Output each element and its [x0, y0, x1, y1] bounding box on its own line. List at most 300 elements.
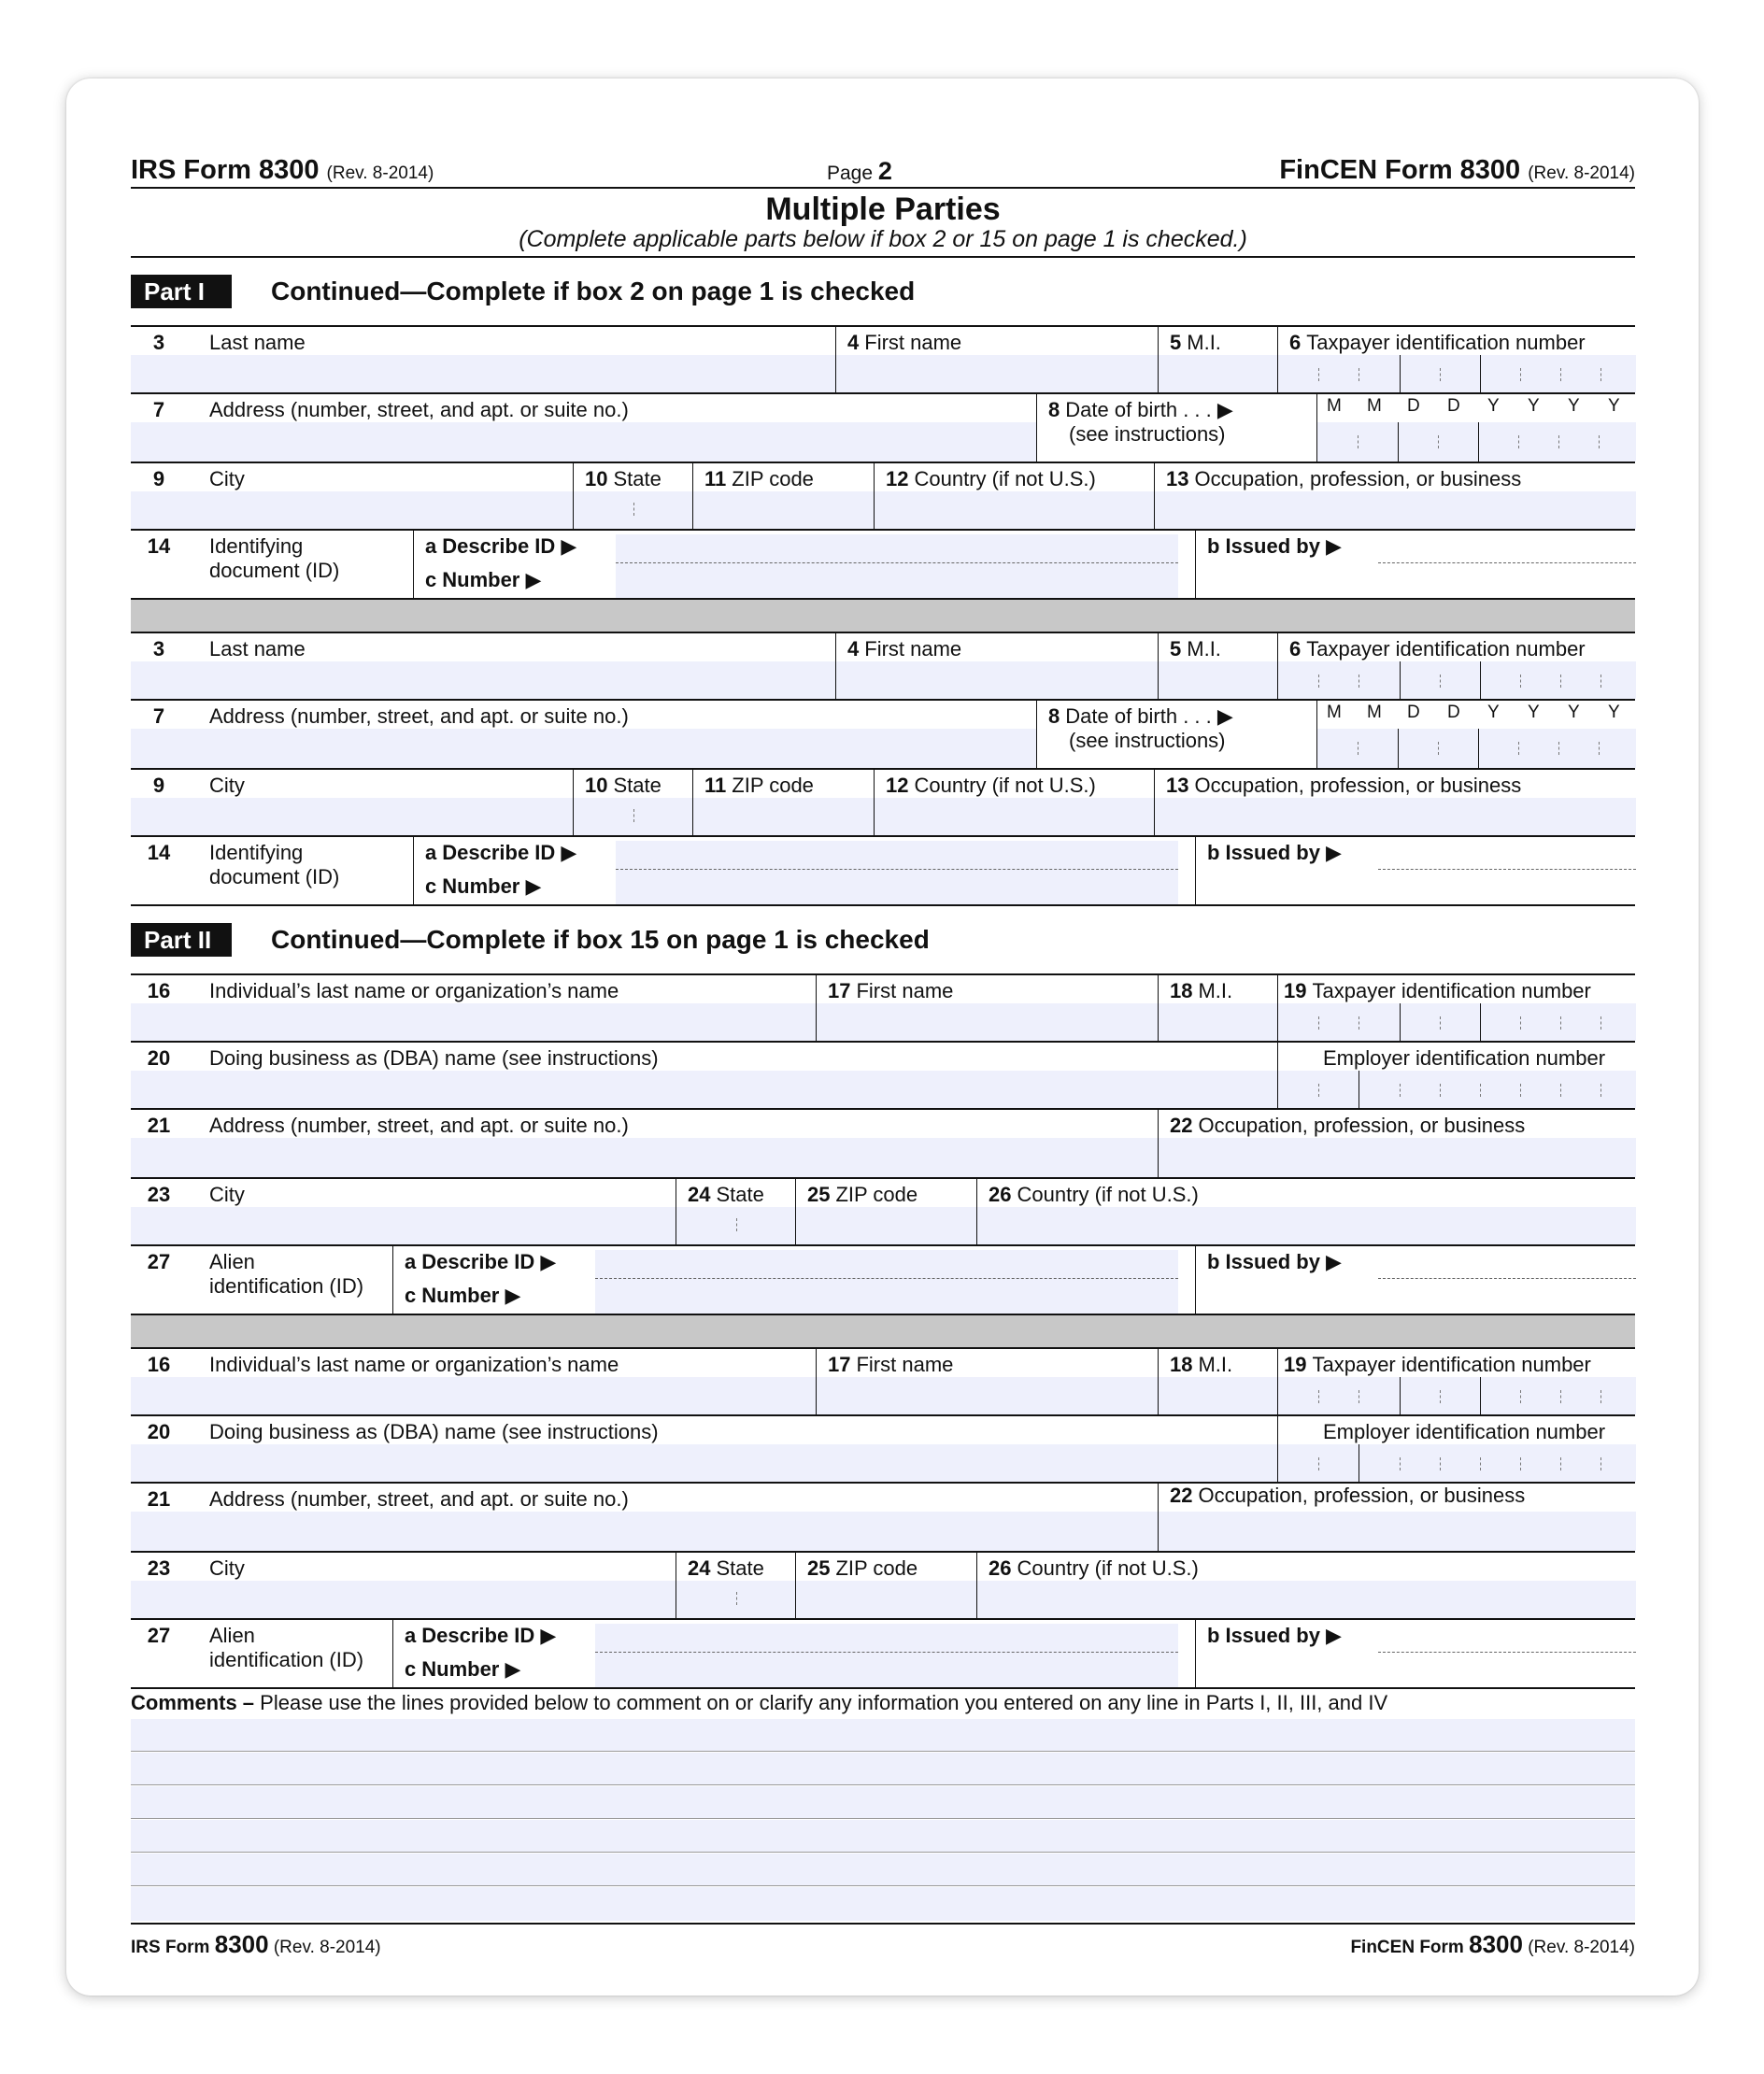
describe-id-label: Describe ID ▶ — [442, 534, 577, 558]
num-4: 4 — [847, 331, 860, 354]
issued-by-cell — [1195, 837, 1636, 904]
zip-label: ZIP code — [732, 467, 814, 490]
page-title: Multiple Parties — [765, 192, 1001, 227]
num-24: 24 — [688, 1183, 711, 1206]
dob-letter: Y — [1528, 703, 1540, 722]
footer-right-rev: (Rev. 8-2014) — [1528, 1938, 1635, 1957]
first-name-label: First name — [864, 331, 962, 354]
letter-a: a — [425, 534, 437, 558]
p2b-row-dba — [131, 1416, 1635, 1484]
p1b-row-id — [131, 837, 1635, 906]
state-input[interactable] — [676, 1581, 796, 1618]
p1b-row-names — [131, 633, 1635, 701]
number-label: Number ▶ — [442, 874, 542, 898]
comment-line[interactable] — [131, 1786, 1635, 1819]
id-doc-cell — [131, 531, 413, 598]
num-25: 25 — [807, 1183, 831, 1206]
number-label: Number ▶ — [442, 568, 542, 591]
comment-line[interactable] — [131, 1820, 1635, 1853]
city-label: City — [209, 774, 245, 797]
num-14: 14 — [147, 534, 171, 558]
address-input[interactable] — [131, 1138, 1158, 1177]
num-19: 19 — [1284, 1353, 1307, 1376]
tin-label: Taxpayer identification number — [1312, 1353, 1591, 1376]
id-doc-label: Identifying — [209, 841, 304, 864]
country-cell — [976, 1179, 1636, 1244]
dob-input[interactable] — [1317, 422, 1636, 462]
tin-label: Taxpayer identification number — [1306, 331, 1586, 354]
first-name-input[interactable] — [817, 1003, 1159, 1041]
state-input[interactable] — [574, 798, 693, 835]
mi-input[interactable] — [1159, 1377, 1278, 1414]
zip-label: ZIP code — [835, 1556, 918, 1580]
num-8: 8 — [1048, 398, 1060, 421]
num-21: 21 — [147, 1487, 171, 1511]
org-name-input[interactable] — [131, 1377, 816, 1414]
issued-by-input[interactable] — [1378, 1652, 1636, 1653]
footer-left — [131, 1930, 381, 1959]
num-16: 16 — [147, 1353, 171, 1376]
country-input[interactable] — [977, 1207, 1636, 1244]
comment-line[interactable] — [131, 1854, 1635, 1886]
first-name-input[interactable] — [836, 661, 1159, 699]
page-subtitle: (Complete applicable parts below if box 2 or 15 on page 1 is checked.) — [131, 226, 1635, 258]
occupation-input[interactable] — [1159, 1512, 1636, 1551]
address-input[interactable] — [131, 1512, 1158, 1551]
mi-label: M.I. — [1198, 1353, 1233, 1376]
alien-id-cell — [131, 1246, 392, 1314]
p2-row-city — [131, 1179, 1635, 1246]
num-20: 20 — [147, 1420, 171, 1443]
first-name-label: First name — [856, 979, 954, 1002]
country-cell — [874, 770, 1155, 835]
state-input[interactable] — [574, 491, 693, 529]
address-label: Address (number, street, and apt. or suite no.) — [209, 1487, 629, 1511]
form-page — [131, 149, 1635, 1958]
describe-id-input[interactable] — [616, 841, 1178, 904]
country-label: Country (if not U.S.) — [914, 467, 1096, 490]
num-16: 16 — [147, 979, 171, 1002]
org-name-label: Individual’s last name or organization’s name — [209, 1353, 619, 1376]
zip-label: ZIP code — [835, 1183, 918, 1206]
letter-a: a — [405, 1624, 417, 1647]
city-label: City — [209, 1183, 245, 1206]
mi-label: M.I. — [1187, 331, 1221, 354]
mi-cell — [1158, 975, 1278, 1041]
country-label: Country (if not U.S.) — [1017, 1556, 1199, 1580]
p2b-row-names — [131, 1349, 1635, 1416]
address-cell — [131, 1110, 1158, 1177]
p1b-row-city — [131, 770, 1635, 837]
num-4: 4 — [847, 637, 860, 661]
country-input[interactable] — [875, 491, 1155, 529]
num-11: 11 — [704, 774, 727, 797]
mi-cell — [1158, 1349, 1278, 1414]
alien-id-label: Alien — [209, 1250, 255, 1273]
occupation-cell — [1158, 1110, 1636, 1177]
state-label: State — [716, 1183, 764, 1206]
num-12: 12 — [886, 774, 909, 797]
header-left-rev: (Rev. 8-2014) — [326, 163, 434, 183]
zip-input[interactable] — [693, 491, 875, 529]
dob-letter: D — [1447, 396, 1460, 416]
num-23: 23 — [147, 1183, 171, 1206]
id-describe-cell — [413, 531, 1326, 598]
num-12: 12 — [886, 467, 909, 490]
part1-header — [131, 258, 1635, 327]
dob-letter: Y — [1528, 396, 1540, 416]
address-label: Address (number, street, and apt. or suite no.) — [209, 398, 629, 421]
first-name-cell — [835, 633, 1159, 699]
issued-by-input[interactable] — [1378, 869, 1636, 870]
p2b-row-city — [131, 1553, 1635, 1620]
letter-b: b — [1207, 534, 1220, 558]
city-cell — [131, 463, 573, 529]
alien-id-label-2: identification (ID) — [209, 1648, 364, 1671]
num-25: 25 — [807, 1556, 831, 1580]
num-6: 6 — [1289, 331, 1302, 354]
tin-cell — [1277, 327, 1636, 392]
page-footer — [131, 1925, 1635, 1958]
num-26: 26 — [989, 1556, 1012, 1580]
country-input[interactable] — [875, 798, 1155, 835]
mi-label: M.I. — [1187, 637, 1221, 661]
header-left — [131, 155, 434, 186]
num-7: 7 — [152, 704, 165, 728]
footer-right — [1350, 1930, 1635, 1959]
city-label: City — [209, 467, 245, 490]
letter-b: b — [1207, 1624, 1220, 1647]
number-label: Number ▶ — [421, 1657, 521, 1681]
footer-left-prefix: IRS Form — [131, 1938, 210, 1957]
num-3: 3 — [152, 331, 165, 354]
letter-b: b — [1207, 1250, 1220, 1273]
zip-input[interactable] — [796, 1581, 977, 1618]
id-describe-cell — [392, 1620, 1196, 1687]
occupation-label: Occupation, profession, or business — [1194, 774, 1522, 797]
dob-letter: M — [1327, 396, 1342, 416]
dob-label-cell: 8 Date of birth . . . ▶ (see instructions) — [1036, 394, 1317, 462]
dob-letter: M — [1367, 396, 1382, 416]
num-24: 24 — [688, 1556, 711, 1580]
comment-line[interactable] — [131, 1753, 1635, 1785]
country-label: Country (if not U.S.) — [914, 774, 1096, 797]
city-cell — [131, 1179, 676, 1244]
comments-label-text: Please use the lines provided below to comment on or clarify any information you entered on any line in Parts I, II, III, and IV — [254, 1691, 1388, 1714]
tin-input[interactable] — [1278, 355, 1636, 392]
mi-cell — [1158, 633, 1278, 699]
occupation-cell — [1154, 770, 1636, 835]
header-page — [827, 157, 892, 186]
issued-by-label: Issued by ▶ — [1225, 1250, 1342, 1273]
num-8: 8 — [1048, 704, 1060, 728]
ein-input[interactable] — [1278, 1071, 1636, 1108]
issued-by-cell — [1195, 1246, 1636, 1314]
num-19: 19 — [1284, 979, 1307, 1002]
num-18: 18 — [1170, 979, 1193, 1002]
country-label: Country (if not U.S.) — [1017, 1183, 1199, 1206]
part2-title: Continued—Complete if box 15 on page 1 is checked — [271, 925, 930, 954]
org-name-input[interactable] — [131, 1003, 816, 1041]
zip-cell — [795, 1553, 977, 1618]
num-14: 14 — [147, 841, 171, 864]
city-input[interactable] — [131, 491, 573, 529]
tin-input[interactable] — [1278, 1003, 1636, 1041]
p1-row-names — [131, 327, 1635, 394]
state-cell — [676, 1179, 796, 1244]
letter-c: c — [425, 568, 437, 591]
page-header — [131, 149, 1635, 189]
dob-letter: Y — [1487, 703, 1500, 722]
country-cell — [874, 463, 1155, 529]
id-describe-cell — [392, 1246, 1196, 1314]
org-name-cell — [131, 1349, 816, 1414]
part2-party-2 — [131, 1349, 1635, 1689]
ein-cell — [1277, 1416, 1636, 1482]
first-name-cell — [835, 327, 1159, 392]
num-10: 10 — [585, 774, 608, 797]
describe-id-input[interactable] — [595, 1624, 1178, 1687]
dob-letter: M — [1367, 703, 1382, 722]
tin-input[interactable] — [1278, 1377, 1636, 1414]
num-3: 3 — [152, 637, 165, 661]
address-cell — [131, 394, 1036, 462]
p2-row-address — [131, 1110, 1635, 1179]
dob-letter: M — [1327, 703, 1342, 722]
ein-input[interactable] — [1278, 1444, 1636, 1482]
mi-cell — [1158, 327, 1278, 392]
num-5: 5 — [1170, 331, 1182, 354]
address-label: Address (number, street, and apt. or suite no.) — [209, 704, 629, 728]
country-input[interactable] — [977, 1581, 1636, 1618]
org-name-cell — [131, 975, 816, 1041]
num-18: 18 — [1170, 1353, 1193, 1376]
comment-line[interactable] — [131, 1719, 1635, 1752]
footer-left-rev: (Rev. 8-2014) — [273, 1938, 381, 1957]
footer-right-prefix: FinCEN Form — [1350, 1938, 1464, 1957]
id-doc-label-2: document (ID) — [209, 559, 340, 582]
org-name-label: Individual’s last name or organization’s name — [209, 979, 619, 1002]
first-name-label: First name — [864, 637, 962, 661]
mi-label: M.I. — [1198, 979, 1233, 1002]
dba-cell — [131, 1043, 1277, 1108]
part2-tag: Part II — [131, 923, 232, 957]
zip-cell — [692, 463, 875, 529]
header-left-form: IRS Form 8300 — [131, 155, 320, 185]
issued-by-label: Issued by ▶ — [1225, 534, 1342, 558]
dob-letter: D — [1447, 703, 1460, 722]
dob-note: (see instructions) — [1069, 729, 1226, 752]
dob-letter: Y — [1608, 396, 1620, 416]
header-right-rev: (Rev. 8-2014) — [1528, 163, 1635, 183]
address-input[interactable] — [131, 422, 1036, 462]
city-input[interactable] — [131, 1581, 676, 1618]
city-cell — [131, 1553, 676, 1618]
p1-row-id — [131, 531, 1635, 600]
city-input[interactable] — [131, 1207, 676, 1244]
ein-label: Employer identification number — [1323, 1420, 1606, 1443]
num-9: 9 — [152, 467, 165, 490]
part2-party-1 — [131, 975, 1635, 1315]
occupation-cell — [1158, 1484, 1636, 1551]
tin-label: Taxpayer identification number — [1312, 979, 1591, 1002]
zip-label: ZIP code — [732, 774, 814, 797]
city-input[interactable] — [131, 798, 573, 835]
issued-by-input[interactable] — [1378, 562, 1636, 563]
letter-b: b — [1207, 841, 1220, 864]
issued-by-cell — [1195, 531, 1636, 598]
describe-id-input[interactable] — [595, 1250, 1178, 1314]
occupation-cell — [1154, 463, 1636, 529]
tin-label: Taxpayer identification number — [1306, 637, 1586, 661]
first-name-cell — [816, 975, 1159, 1041]
ein-cell — [1277, 1043, 1636, 1108]
p1-row-address — [131, 394, 1635, 463]
num-20: 20 — [147, 1046, 171, 1070]
state-label: State — [716, 1556, 764, 1580]
zip-cell — [692, 770, 875, 835]
tin-cell — [1277, 633, 1636, 699]
part1-title: Continued—Complete if box 2 on page 1 is checked — [271, 277, 916, 305]
dba-cell — [131, 1416, 1277, 1482]
num-22: 22 — [1170, 1484, 1193, 1507]
num-27: 27 — [147, 1250, 171, 1273]
letter-a: a — [425, 841, 437, 864]
dba-input[interactable] — [131, 1071, 1277, 1108]
address-cell — [131, 701, 1036, 768]
dba-label: Doing business as (DBA) name (see instructions) — [209, 1046, 659, 1070]
id-doc-label-2: document (ID) — [209, 865, 340, 888]
describe-id-label: Describe ID ▶ — [421, 1624, 557, 1647]
occupation-label: Occupation, profession, or business — [1194, 467, 1522, 490]
footer-left-num: 8300 — [214, 1930, 269, 1958]
mi-input[interactable] — [1159, 1003, 1278, 1041]
num-21: 21 — [147, 1114, 171, 1137]
comments-label — [131, 1691, 1387, 1715]
num-22: 22 — [1170, 1114, 1193, 1137]
num-11: 11 — [704, 467, 727, 490]
part1-person-2 — [131, 633, 1635, 906]
id-doc-label: Identifying — [209, 534, 304, 558]
num-27: 27 — [147, 1624, 171, 1647]
city-cell — [131, 770, 573, 835]
occupation-label: Occupation, profession, or business — [1198, 1114, 1526, 1137]
num-13: 13 — [1166, 467, 1189, 490]
alien-id-label-2: identification (ID) — [209, 1274, 364, 1298]
country-cell — [976, 1553, 1636, 1618]
num-10: 10 — [585, 467, 608, 490]
num-17: 17 — [828, 1353, 851, 1376]
dob-label: Date of birth . . . — [1065, 398, 1212, 421]
p2-row-names — [131, 975, 1635, 1043]
first-name-input[interactable] — [836, 355, 1159, 392]
header-right — [1279, 155, 1635, 186]
dob-cell — [1316, 394, 1636, 462]
footer-right-num: 8300 — [1469, 1930, 1523, 1958]
zip-cell — [795, 1179, 977, 1244]
first-name-input[interactable] — [817, 1377, 1159, 1414]
num-5: 5 — [1170, 637, 1182, 661]
issued-by-cell — [1195, 1620, 1636, 1687]
num-9: 9 — [152, 774, 165, 797]
dob-label-cell: 8 Date of birth . . . ▶ (see instructions) — [1036, 701, 1317, 768]
last-name-input[interactable] — [131, 355, 835, 392]
tin-cell — [1277, 1349, 1636, 1414]
dba-input[interactable] — [131, 1444, 1277, 1482]
first-name-label: First name — [856, 1353, 954, 1376]
dob-letter: Y — [1568, 396, 1580, 416]
last-name-label: Last name — [209, 637, 306, 661]
address-input[interactable] — [131, 729, 1036, 768]
occupation-input[interactable] — [1155, 798, 1636, 835]
separator-bar — [131, 600, 1635, 633]
occupation-input[interactable] — [1155, 491, 1636, 529]
p2b-row-address — [131, 1484, 1635, 1553]
tin-input[interactable] — [1278, 661, 1636, 699]
part1-tag: Part I — [131, 275, 232, 308]
last-name-cell — [131, 633, 835, 699]
state-input[interactable] — [676, 1207, 796, 1244]
zip-input[interactable] — [796, 1207, 977, 1244]
zip-input[interactable] — [693, 798, 875, 835]
p2-row-alien-id — [131, 1246, 1635, 1315]
describe-id-input[interactable] — [616, 534, 1178, 598]
num-7: 7 — [152, 398, 165, 421]
num-6: 6 — [1289, 637, 1302, 661]
page-label: Page — [827, 163, 874, 184]
alien-id-cell — [131, 1620, 392, 1687]
occupation-input[interactable] — [1159, 1138, 1636, 1177]
num-23: 23 — [147, 1556, 171, 1580]
comments-label-bold: Comments – — [131, 1691, 255, 1714]
letter-c: c — [405, 1284, 417, 1307]
dob-letter: Y — [1608, 703, 1620, 722]
first-name-cell — [816, 1349, 1159, 1414]
state-cell — [573, 770, 693, 835]
tin-cell — [1277, 975, 1636, 1041]
issued-by-input[interactable] — [1378, 1278, 1636, 1279]
header-right-form: FinCEN Form 8300 — [1279, 155, 1521, 185]
p2-row-dba — [131, 1043, 1635, 1110]
describe-id-label: Describe ID ▶ — [421, 1250, 557, 1273]
address-cell — [131, 1484, 1158, 1551]
p2b-row-alien-id — [131, 1620, 1635, 1689]
separator-bar — [131, 1315, 1635, 1349]
id-doc-cell — [131, 837, 413, 904]
letter-c: c — [425, 874, 437, 898]
comments-section — [131, 1689, 1635, 1925]
issued-by-label: Issued by ▶ — [1225, 1624, 1342, 1647]
id-describe-cell — [413, 837, 1326, 904]
dob-cell — [1316, 701, 1636, 768]
ein-label: Employer identification number — [1323, 1046, 1606, 1070]
p1b-row-address — [131, 701, 1635, 770]
mi-input[interactable] — [1159, 661, 1278, 699]
dob-letter: D — [1407, 396, 1420, 416]
describe-id-label: Describe ID ▶ — [442, 841, 577, 864]
alien-id-label: Alien — [209, 1624, 255, 1647]
last-name-input[interactable] — [131, 661, 835, 699]
comment-line[interactable] — [131, 1887, 1635, 1921]
dob-input[interactable] — [1317, 729, 1636, 768]
dob-note: (see instructions) — [1069, 422, 1226, 446]
mi-input[interactable] — [1159, 355, 1278, 392]
number-label: Number ▶ — [421, 1284, 521, 1307]
state-label: State — [613, 774, 662, 797]
city-label: City — [209, 1556, 245, 1580]
dob-letter: Y — [1568, 703, 1580, 722]
p1-row-city — [131, 463, 1635, 531]
